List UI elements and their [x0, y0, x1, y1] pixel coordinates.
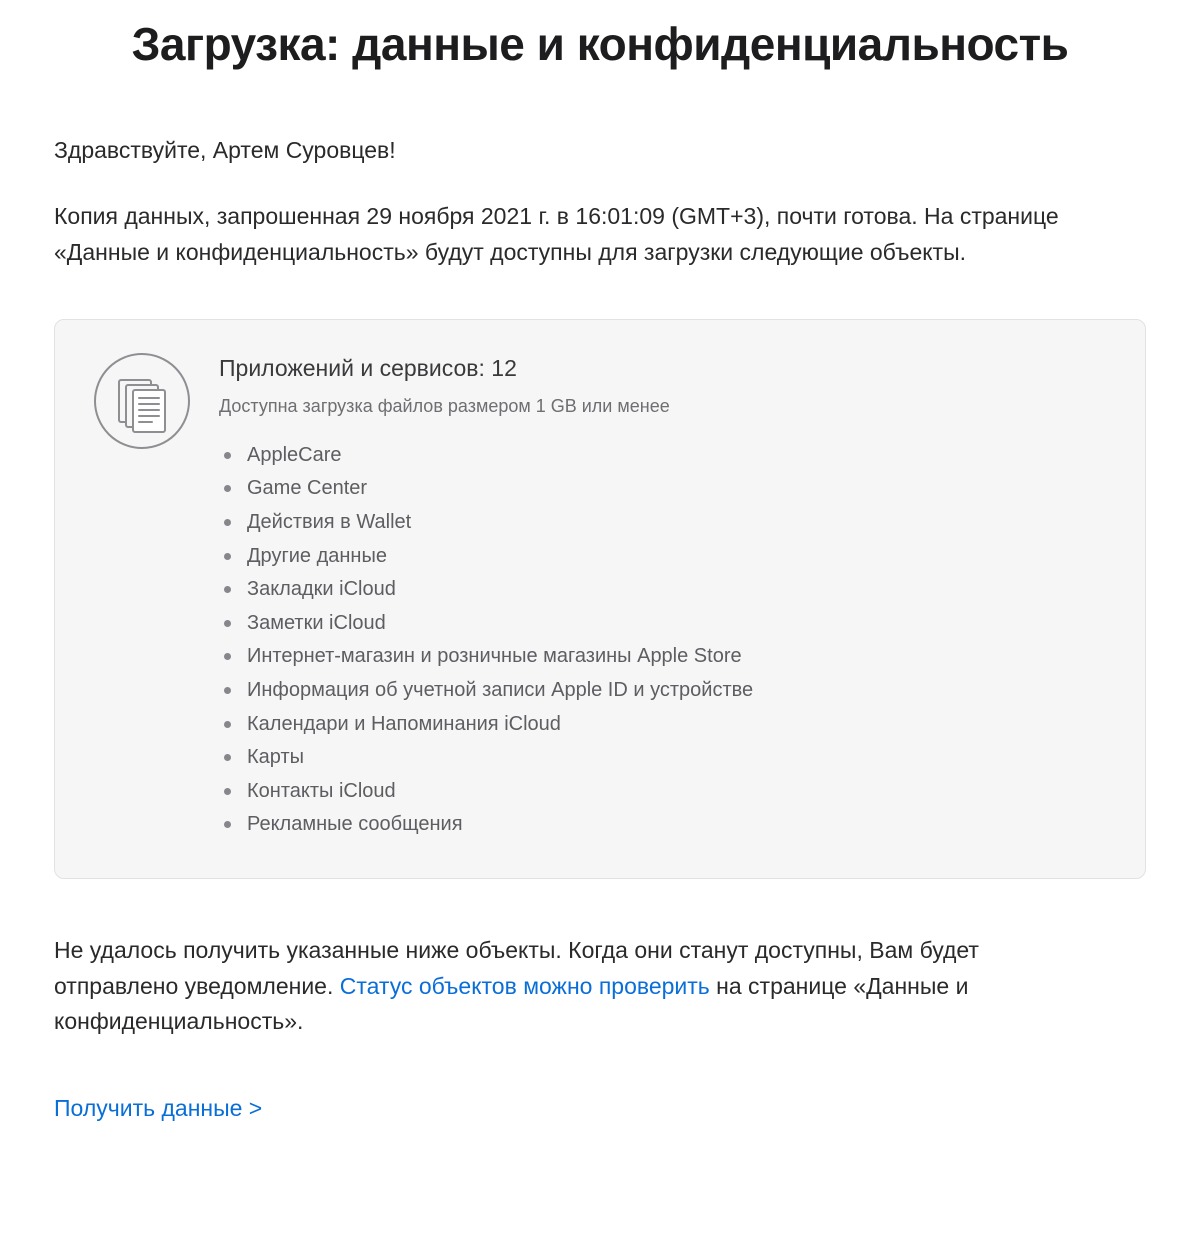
downloads-card — [54, 319, 1146, 879]
greeting-text: Здравствуйте, Артем Суровцев! — [54, 137, 396, 164]
list-item: Заметки iCloud — [219, 607, 1111, 641]
intro-paragraph: Копия данных, запрошенная 29 ноября 2021 г. в 16:01:09 (GMT+3), почти готова. На странице «Данные и конфиденциальность» будут доступны для загрузки следующие объекты. — [54, 203, 1059, 266]
page-title: Загрузка: данные и конфиденциальность — [131, 18, 1069, 70]
note-part-two: на странице «Данные и конфиденциальность». — [54, 972, 969, 1035]
unavailable-note — [54, 879, 1104, 1040]
list-item: Контакты iCloud — [219, 775, 1111, 809]
check-status-link[interactable]: Статус объектов можно проверить — [339, 972, 710, 999]
card-subheading: Доступна загрузка файлов размером 1 GB или менее — [219, 395, 670, 416]
list-item: Game Center — [219, 472, 1111, 506]
list-item: Другие данные — [219, 540, 1111, 574]
downloads-card-body — [191, 348, 1111, 842]
list-item: Рекламные сообщения — [219, 808, 1111, 842]
card-heading: Приложений и сервисов: 12 — [219, 354, 517, 381]
list-item: Действия в Wallet — [219, 506, 1111, 540]
list-item: AppleCare — [219, 439, 1111, 473]
note-part-one: Не удалось получить указанные ниже объекты. Когда они станут доступны, Вам будет отправлено уведомление. — [54, 936, 979, 999]
list-item: Интернет-магазин и розничные магазины Apple Store — [219, 640, 1111, 674]
get-data-link[interactable]: Получить данные > — [54, 1094, 263, 1121]
list-item: Информация об учетной записи Apple ID и устройстве — [219, 674, 1111, 708]
list-item: Карты — [219, 741, 1111, 775]
list-item: Закладки iCloud — [219, 573, 1111, 607]
documents-stack-icon — [93, 352, 191, 450]
services-list — [219, 439, 1111, 842]
list-item: Календари и Напоминания iCloud — [219, 708, 1111, 742]
